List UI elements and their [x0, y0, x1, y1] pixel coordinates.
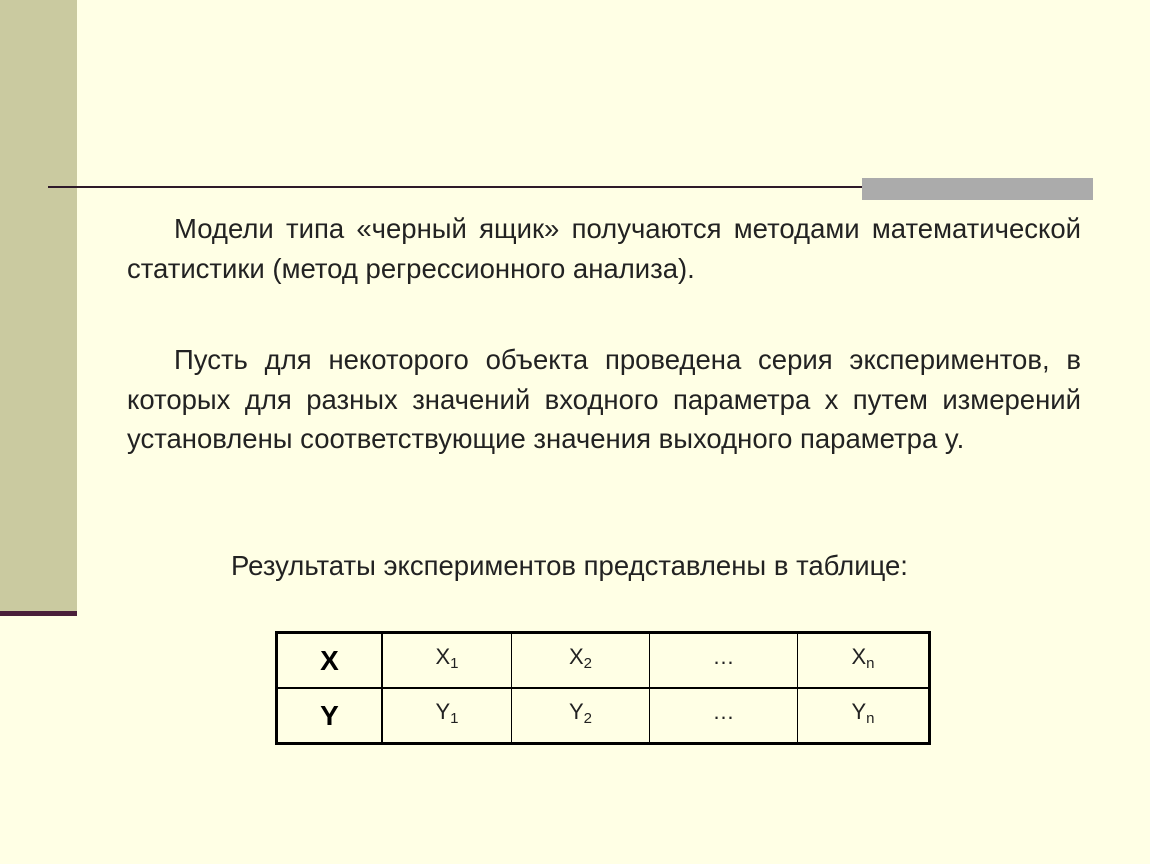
table-cell: …	[650, 688, 798, 744]
row-header-x: X	[277, 633, 383, 689]
row-header-y: Y	[277, 688, 383, 744]
table-cell: …	[650, 633, 798, 689]
experiment-paragraph: Пусть для некоторого объекта проведена серия экспериментов, в которых для разных значений входного параметра x путем измерений установлены соответствующие значения выходного параметра y.	[127, 344, 1081, 454]
side-decor-underline	[0, 611, 77, 616]
table-row-y	[277, 688, 930, 744]
table-cell: $Y_2$	[512, 688, 650, 744]
intro-paragraph: Модели типа «черный ящик» получаются методами математической статистики (метод регрессионного анализа).	[127, 213, 1081, 284]
results-table	[275, 631, 931, 745]
table-cell: $X_1$	[382, 633, 512, 689]
table-caption: Результаты экспериментов представлены в таблице:	[231, 550, 908, 581]
table-cell: $Y_1$	[382, 688, 512, 744]
table-row-x	[277, 633, 930, 689]
table-cell: $X_2$	[512, 633, 650, 689]
table-cell: $Y_n$	[798, 688, 930, 744]
title-divider-accent	[862, 178, 1093, 200]
side-decor-bar	[0, 0, 77, 612]
table-cell: $X_n$	[798, 633, 930, 689]
